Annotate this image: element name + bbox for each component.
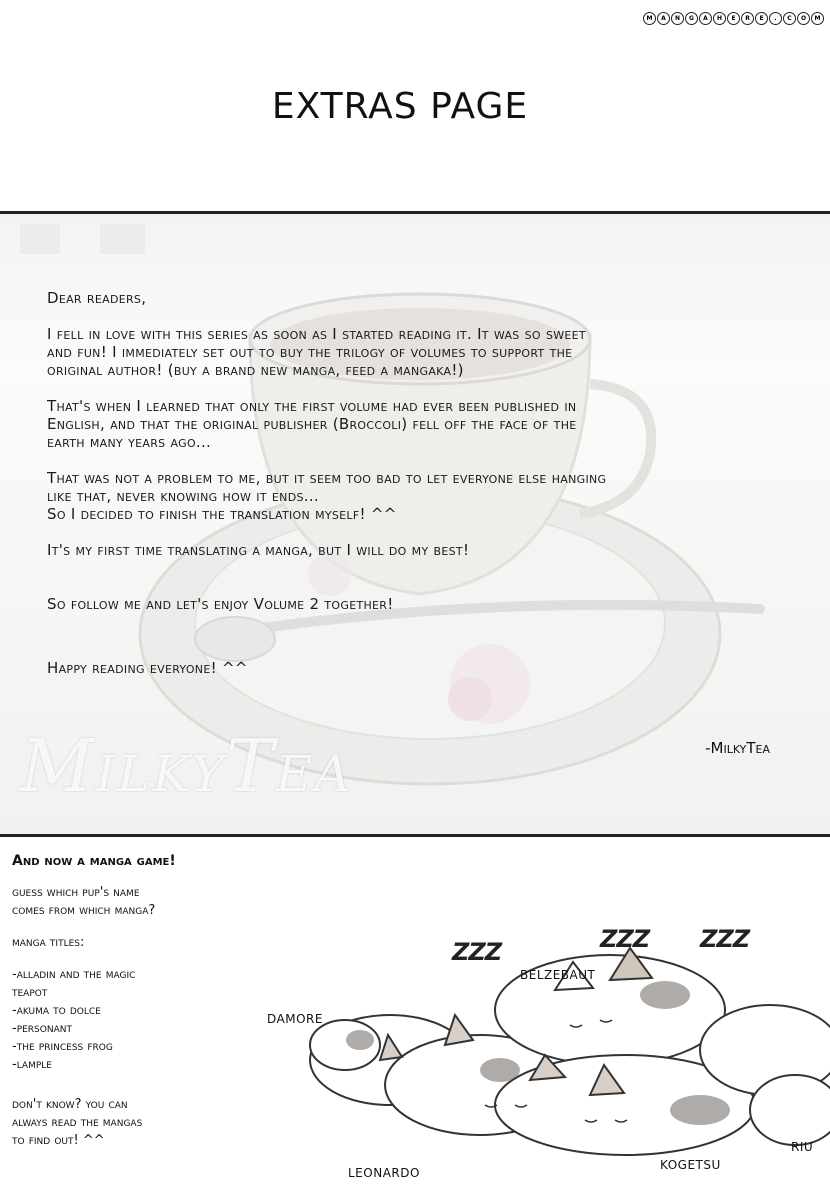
watermark-letter: C: [783, 12, 796, 25]
letter-paragraph: That's when I learned that only the first volume had ever been published in English, and that the original publisher (Broccoli) fell off the face of the earth many years ago...: [47, 397, 577, 451]
zzz-mark: ZZZ: [600, 925, 650, 953]
watermark-letter: M: [811, 12, 824, 25]
game-heading: And now a manga game!: [12, 853, 176, 869]
pup-name-kogetsu: KOGETSU: [660, 1158, 721, 1172]
manga-title-item: -personant: [12, 1021, 72, 1036]
pup-name-leonardo: LEONARDO: [348, 1166, 420, 1180]
watermark-letter: O: [797, 12, 810, 25]
letter-paragraph: It's my first time translating a manga, but I will do my best!: [47, 541, 470, 559]
watermark-letter: R: [741, 12, 754, 25]
zzz-mark: ZZZ: [700, 925, 750, 953]
watermark-letter: .: [769, 12, 782, 25]
manga-game-section: [12, 852, 272, 1164]
watermark-letter: H: [713, 12, 726, 25]
manga-titles-label: manga titles:: [12, 935, 85, 950]
game-footer: don't know? you can always read the mangas to find out! ^^: [12, 1097, 143, 1148]
zzz-mark: ZZZ: [452, 938, 502, 966]
manga-titles-list: [12, 966, 272, 1074]
watermark-letter: A: [657, 12, 670, 25]
letter-paragraph: So follow me and let's enjoy Volume 2 together!: [47, 595, 394, 613]
watermark-letter: E: [727, 12, 740, 25]
manga-title-item: -the princess frog: [12, 1039, 113, 1054]
pup-name-damore: DAMORE: [267, 1012, 323, 1026]
page-title: EXTRAS PAGE: [271, 86, 529, 127]
watermark-letter: G: [685, 12, 698, 25]
letter-paragraph: Happy reading everyone! ^^: [47, 659, 248, 677]
watermark-letter: N: [671, 12, 684, 25]
watermark-letter: E: [755, 12, 768, 25]
letter-signature: -MilkyTea: [705, 739, 770, 757]
game-question: guess which pup's name comes from which manga?: [12, 885, 156, 918]
mangahere-watermark: [643, 10, 824, 26]
watermark-letter: A: [699, 12, 712, 25]
watermark-letter: M: [643, 12, 656, 25]
pup-name-riu: RIU: [791, 1140, 814, 1154]
letter-paragraph: I fell in love with this series as soon as I started reading it. It was so sweet and fun! I immediately set out to buy the trilogy of volumes to support the original author! (buy a brand new manga, feed a mangaka!): [47, 325, 586, 379]
pup-name-belzebaut: BELZEBAUT: [520, 968, 596, 982]
milkytea-watermark: MilkyTea: [20, 724, 353, 808]
letter-paragraph: That was not a problem to me, but it seem too bad to let everyone else hanging like that, never knowing how it ends... So I decided to finish the translation myself! ^^: [47, 469, 607, 523]
manga-title-item: -lample: [12, 1057, 52, 1072]
manga-title-item: -alladin and the magic teapot: [12, 967, 136, 1000]
letter-paragraph: Dear readers,: [47, 289, 147, 307]
letter-body: [47, 289, 787, 695]
letter-panel: [0, 211, 830, 837]
manga-title-item: -akuma to dolce: [12, 1003, 101, 1018]
